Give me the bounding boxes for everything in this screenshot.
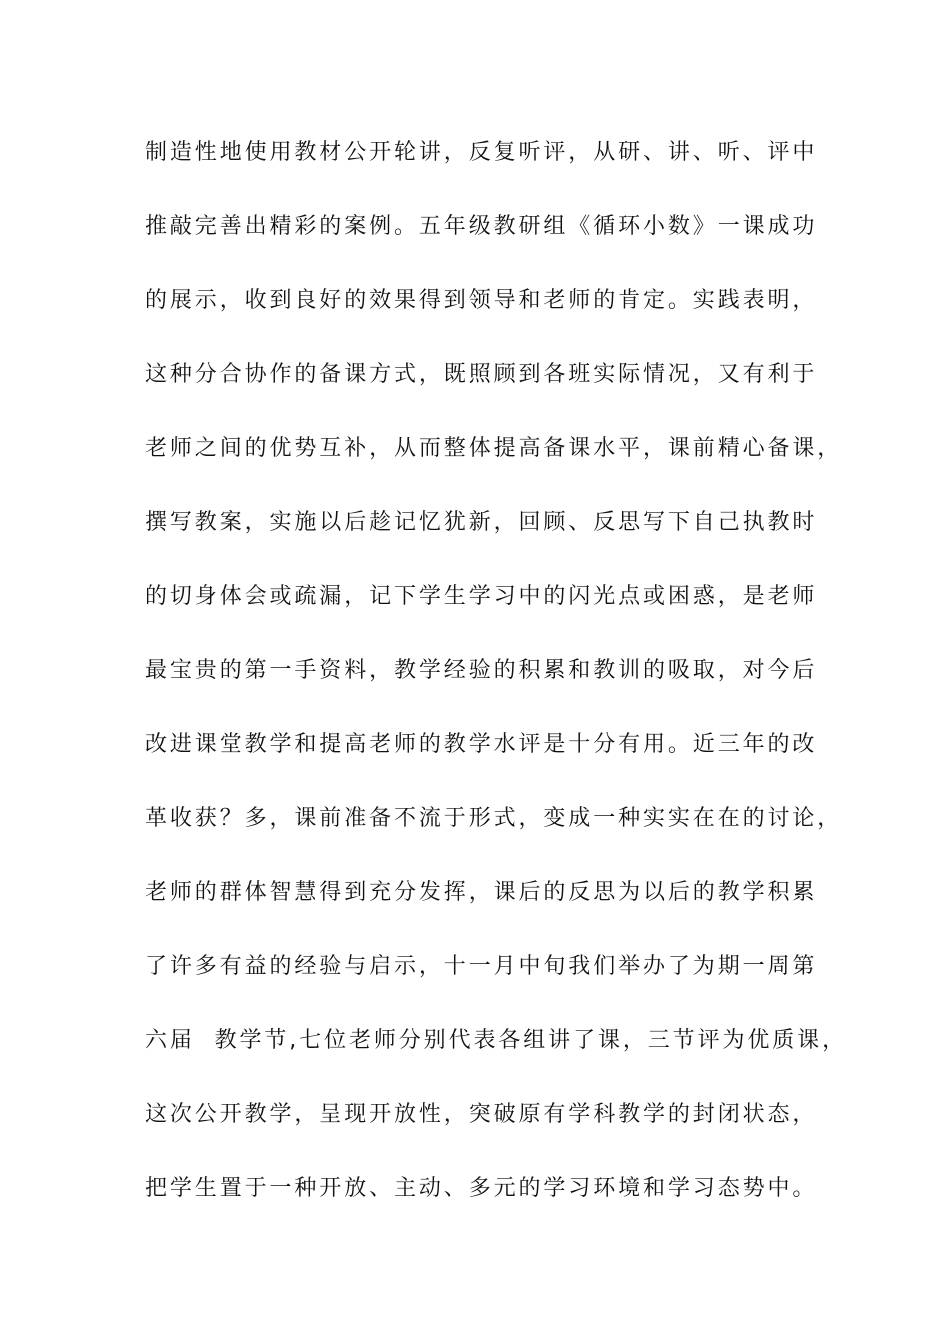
text-line-11: 老师的群体智慧得到充分发挥，课后的反思为以后的教学积累 bbox=[145, 880, 818, 905]
text-line-15: 把学生置于一种开放、主动、多元的学习环境和学习态势中。 bbox=[145, 1176, 818, 1201]
text-line-3: 的展示，收到良好的效果得到领导和老师的肯定。实践表明， bbox=[145, 288, 818, 313]
text-line-14: 这次公开教学，呈现开放性，突破原有学科教学的封闭状态， bbox=[145, 1102, 818, 1127]
text-line-9: 改进课堂教学和提高老师的教学水评是十分有用。近三年的改 bbox=[145, 732, 818, 757]
text-line-8: 最宝贵的第一手资料，教学经验的积累和教训的吸取，对今后 bbox=[145, 658, 818, 683]
text-line-13: 六届 教学节,七位老师分别代表各组讲了课，三节评为优质课， bbox=[145, 1028, 847, 1053]
body-text bbox=[145, 131, 847, 1241]
text-line-4: 这种分合协作的备课方式，既照顾到各班实际情况，又有利于 bbox=[145, 362, 818, 387]
text-line-2: 推敲完善出精彩的案例。五年级教研组《循环小数》一课成功 bbox=[145, 214, 818, 239]
text-line-1: 制造性地使用教材公开轮讲，反复听评，从研、讲、听、评中 bbox=[145, 140, 818, 165]
text-line-6: 撰写教案，实施以后趁记忆犹新，回顾、反思写下自己执教时 bbox=[145, 510, 818, 535]
text-line-5: 老师之间的优势互补，从而整体提高备课水平，课前精心备课， bbox=[145, 436, 843, 461]
text-line-10: 革收获？多，课前准备不流于形式，变成一种实实在在的讨论， bbox=[145, 806, 843, 831]
text-line-7: 的切身体会或疏漏，记下学生学习中的闪光点或困惑，是老师 bbox=[145, 584, 818, 609]
text-line-12: 了许多有益的经验与启示，十一月中旬我们举办了为期一周第 bbox=[145, 954, 818, 979]
